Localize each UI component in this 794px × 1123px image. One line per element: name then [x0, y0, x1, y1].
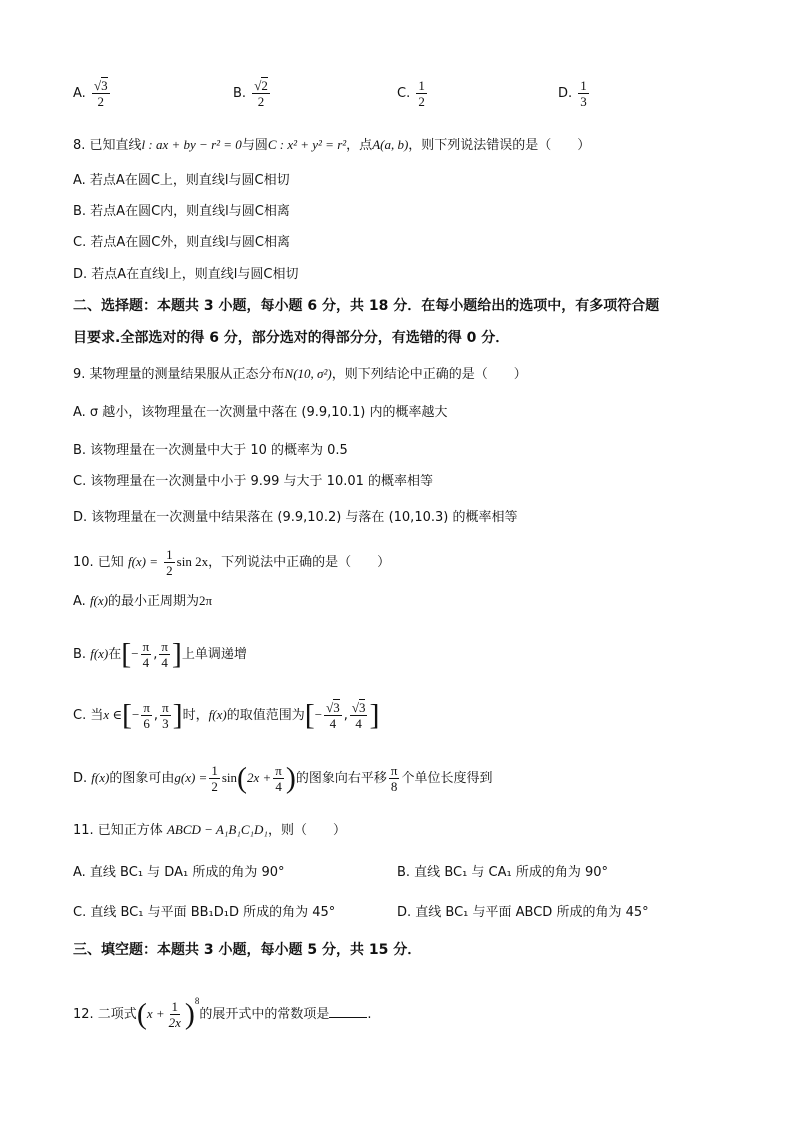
q10-option-c[interactable]: C. 当x ∈[− $\frac{\pi}{6}$ , $\frac{\pi}{3}$ ]时，f(x)的取值范围为[− √ $\frac{3}{4}$ , √ $\frac{3}{4}$ ] [73, 694, 379, 737]
q10-option-a[interactable] [73, 592, 212, 611]
sine-expression: sin 2x [176, 554, 209, 569]
denominator: 2x [168, 1015, 181, 1030]
fraction [578, 78, 589, 109]
q8-text: ，点 [346, 138, 373, 153]
function-f: f(x) = [127, 554, 159, 569]
q7-option-a[interactable] [73, 78, 112, 109]
q10-stem [73, 545, 390, 580]
q11-stem [73, 821, 346, 840]
function-f: f(x) [89, 593, 108, 608]
circle-equation: C : x² + y² = r² [267, 137, 347, 152]
numerator: 1 [171, 999, 178, 1014]
q11-text: 11. 已知正方体 [73, 823, 163, 838]
q7-option-c[interactable] [397, 78, 429, 109]
q8-text: 8. 已知直线 [73, 138, 142, 153]
numerator: 1 [166, 547, 173, 562]
exponent: 8 [194, 996, 200, 1006]
left-paren: ( [136, 997, 147, 1031]
normal-distribution: N(10, σ²) [284, 366, 332, 381]
option-label: C. 当 [73, 708, 104, 723]
option-text: 的取值范围为 [226, 708, 305, 723]
fraction [252, 78, 270, 109]
point-a: A(a, b) [372, 137, 409, 152]
right-bracket: ] [172, 698, 183, 732]
numerator: 1 [418, 78, 425, 93]
denominator: 2 [211, 779, 218, 794]
right-paren: ) [285, 761, 296, 795]
q8-stem [73, 136, 590, 155]
fraction [416, 78, 427, 109]
option-text: 的最小正周期为 [107, 594, 199, 609]
sine-label: sin [221, 770, 237, 785]
q8-option-b[interactable]: B. 若点A在圆C内，则直线l与圆C相离 [73, 204, 290, 219]
fraction [167, 999, 183, 1030]
fraction-half [164, 547, 175, 578]
denominator: 6 [143, 716, 150, 731]
radicand: 3 [358, 700, 366, 715]
option-text: 上单调递增 [181, 647, 247, 662]
q8-option-a[interactable]: A. 若点A在圆C上，则直线l与圆C相切 [73, 173, 290, 188]
minus-sign: − [131, 646, 139, 661]
fraction [159, 639, 170, 670]
option-label: D. [73, 771, 88, 786]
numerator [350, 700, 368, 716]
right-bracket: ] [171, 637, 182, 671]
q9-text: ，则下列结论中正确的是（ ） [331, 367, 527, 382]
left-bracket: [ [122, 698, 132, 732]
option-text: 的图象向右平移 [295, 771, 387, 786]
numerator: π [161, 639, 168, 654]
option-label: A. [73, 86, 86, 101]
denominator: 4 [329, 716, 337, 731]
option-text: 的图象可由 [109, 771, 175, 786]
period-value: 2π [199, 593, 213, 608]
numerator: 1 [580, 78, 587, 93]
option-label: A. [73, 594, 86, 609]
q11-option-a[interactable]: A. 直线 BC₁ 与 DA₁ 所成的角为 90° [73, 865, 285, 880]
fraction [141, 700, 152, 731]
q11-option-c[interactable]: C. 直线 BC₁ 与平面 BB₁D₁D 所成的角为 45° [73, 905, 336, 920]
denominator: 2 [418, 94, 425, 109]
q8-option-d[interactable]: D. 若点A在直线l上，则直线l与圆C相切 [73, 267, 299, 282]
q7-option-d[interactable] [558, 78, 591, 109]
numerator: π [143, 700, 150, 715]
fraction [350, 700, 368, 731]
numerator: π [162, 700, 169, 715]
domain-x: x ∈ [103, 707, 122, 722]
minus-sign: − [314, 707, 323, 722]
option-label: C. [397, 86, 411, 101]
q7-option-b[interactable] [233, 78, 272, 109]
minus-sign: − [132, 707, 140, 722]
right-paren: ) [184, 997, 195, 1031]
option-text: 在 [108, 647, 122, 662]
answer-blank[interactable] [329, 1005, 367, 1018]
fraction [160, 700, 171, 731]
numerator [252, 78, 270, 94]
numerator: π [390, 763, 398, 778]
option-label: D. [558, 86, 573, 101]
numerator: 1 [211, 763, 218, 778]
q8-text: ，则下列说法错误的是（ ） [408, 138, 591, 153]
section-2-heading-cont: 目要求.全部选对的得 6 分，部分选对的得部分分，有选错的得 0 分． [73, 330, 510, 346]
left-paren: ( [236, 761, 247, 795]
denominator: 4 [355, 716, 362, 731]
numerator: π [275, 763, 282, 778]
denominator: 2 [257, 94, 265, 109]
fraction [141, 639, 152, 670]
denominator: 4 [161, 655, 168, 670]
denominator: 2 [166, 563, 173, 578]
q8-option-c[interactable]: C. 若点A在圆C外，则直线l与圆C相离 [73, 235, 291, 250]
argument: 2x + [246, 770, 272, 785]
left-bracket: [ [121, 637, 132, 671]
q9-option-a[interactable]: A. σ 越小，该物理量在一次测量中落在 (9.9,10.1) 内的概率越大 [73, 405, 448, 420]
fraction [92, 78, 110, 109]
period: . [367, 1007, 372, 1022]
cube-name: ABCD − A₁B₁C₁D₁ [166, 822, 268, 837]
denominator: 4 [142, 655, 150, 670]
denominator: 4 [275, 779, 282, 794]
radicand: 2 [261, 78, 268, 93]
line-equation: l : ax + by − r² = 0 [141, 137, 242, 152]
denominator: 3 [580, 94, 587, 109]
section-2-heading: 二、选择题：本题共 3 小题，每小题 6 分，共 18 分．在每小题给出的选项中，有多项符合题 [73, 298, 660, 314]
fraction [389, 763, 400, 794]
q11-option-b[interactable]: B. 直线 BC₁ 与 CA₁ 所成的角为 90° [397, 865, 609, 880]
q9-text: 9. 某物理量的测量结果服从正态分布 [73, 367, 285, 382]
q12-text: 的展开式中的常数项是 [199, 1007, 330, 1022]
q12-stem [73, 981, 372, 1035]
function-g: g(x) = [174, 770, 208, 785]
q10-text: ，下列说法中正确的是（ ） [208, 555, 391, 570]
denominator: 8 [390, 779, 398, 794]
numerator: π [142, 639, 150, 654]
q8-text: 与圆 [241, 138, 268, 153]
q10-option-b[interactable]: B. f(x)在[− $\frac{\pi}{4}$ , $\frac{\pi}{4}$ ]上单调递增 [73, 637, 247, 671]
option-text: 个单位长度得到 [401, 771, 493, 786]
q9-option-b[interactable]: B. 该物理量在一次测量中大于 10 的概率为 0.5 [73, 443, 348, 458]
option-label: B. [233, 86, 247, 101]
q12-text: 12. 二项式 [73, 1007, 137, 1022]
fraction [209, 763, 220, 794]
q9-stem [73, 365, 527, 384]
function-f: f(x) [208, 707, 227, 722]
q10-text: 10. 已知 [73, 555, 124, 570]
left-bracket: [ [304, 698, 315, 732]
function-f: f(x) [91, 770, 110, 785]
q11-text: ，则（ ） [267, 823, 346, 838]
fraction [273, 763, 284, 794]
radicand: 3 [101, 78, 108, 93]
radicand: 3 [333, 700, 340, 715]
q11-option-d[interactable]: D. 直线 BC₁ 与平面 ABCD 所成的角为 45° [397, 905, 649, 920]
q10-option-d[interactable] [73, 758, 492, 799]
denominator: 2 [97, 94, 104, 109]
section-3-heading: 三、填空题：本题共 3 小题，每小题 5 分，共 15 分． [73, 942, 422, 958]
option-text: 时， [182, 708, 209, 723]
binomial-term: x + [146, 1006, 165, 1021]
q9-option-c[interactable]: C. 该物理量在一次测量中小于 9.99 与大于 10.01 的概率相等 [73, 474, 434, 489]
denominator: 3 [162, 716, 169, 731]
option-label: B. [73, 647, 87, 662]
function-f: f(x) [90, 646, 109, 661]
fraction [324, 700, 342, 731]
numerator [92, 78, 110, 94]
numerator [324, 700, 342, 716]
q9-option-d[interactable]: D. 该物理量在一次测量中结果落在 (9.9,10.2) 与落在 (10,10.3) 的概率相等 [73, 510, 518, 525]
right-bracket: ] [369, 698, 380, 732]
